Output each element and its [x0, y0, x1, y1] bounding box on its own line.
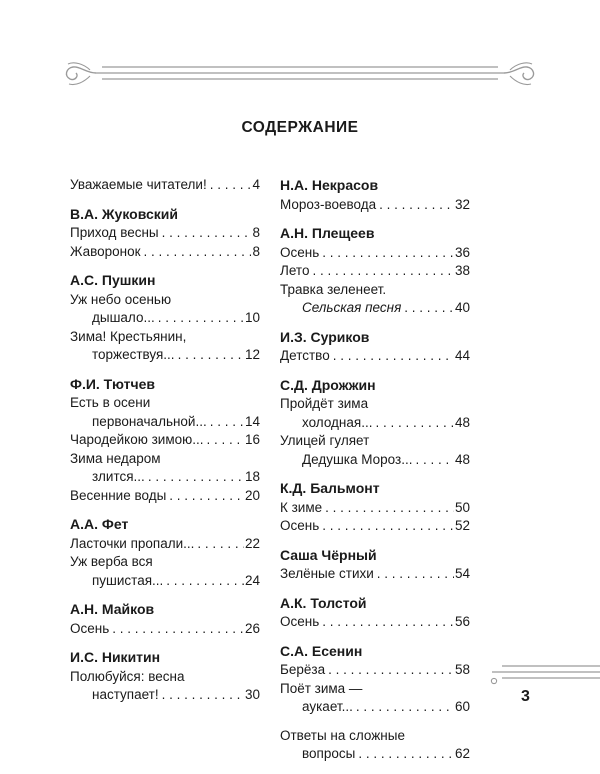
toc-entry-page: 24 — [244, 572, 260, 588]
toc-entry-title: первоначальной... — [92, 413, 207, 429]
toc-entry-row — [70, 487, 260, 506]
toc-leader-dots — [207, 431, 244, 450]
toc-entry[interactable] — [280, 432, 470, 469]
author-section — [280, 224, 470, 318]
page-number: 3 — [521, 688, 530, 705]
author-section — [280, 642, 470, 717]
toc-entry-title-line: Ответы на сложные — [280, 727, 405, 743]
toc-entry-title: Детство — [280, 348, 330, 363]
author-section — [70, 515, 260, 590]
toc-entry-row — [280, 451, 470, 470]
toc-entry-row — [70, 243, 260, 262]
toc-entry-page: 16 — [244, 432, 260, 447]
author-section — [70, 375, 260, 506]
toc-leader-dots — [178, 346, 244, 365]
toc-entry-page: 20 — [244, 487, 260, 503]
toc-entry-page: 8 — [252, 225, 260, 240]
author-section — [70, 600, 260, 638]
toc-entry[interactable] — [280, 395, 470, 432]
toc-entry-page: 62 — [454, 746, 470, 761]
contents-left-column — [70, 176, 260, 715]
toc-entry-page: 58 — [454, 662, 470, 677]
toc-entry-page: 36 — [454, 244, 470, 260]
toc-entry-title-line: Зима недаром — [70, 450, 161, 466]
toc-entry-title: Уважаемые читатели! — [70, 177, 207, 192]
author-name: Саша Чёрный — [280, 546, 377, 563]
footer-ornament — [488, 660, 600, 690]
toc-entry-title-line: Улицей гуляет — [280, 433, 370, 448]
toc-entry[interactable] — [280, 680, 470, 717]
toc-entry-title: Осень — [280, 244, 320, 260]
toc-entry-row — [70, 620, 260, 639]
toc-entry-page: 40 — [454, 300, 470, 315]
toc-leader-dots — [416, 451, 454, 470]
toc-entry[interactable] — [70, 553, 260, 590]
toc-entry-title: дышало... — [92, 310, 155, 325]
toc-entry-title-line: Пройдёт зима — [280, 396, 369, 411]
toc-entry[interactable] — [70, 328, 260, 365]
toc-entry[interactable] — [280, 661, 470, 680]
toc-entry-title-line: Уж верба вся — [70, 554, 153, 569]
toc-entry-title-line: Есть в осени — [70, 395, 151, 410]
toc-entry-row — [70, 413, 260, 432]
toc-entry-title: Осень — [70, 620, 110, 636]
toc-leader-dots — [158, 309, 244, 328]
toc-entry-title: Лето — [280, 263, 310, 278]
toc-entry-row — [70, 468, 260, 487]
toc-entry-page: 56 — [454, 614, 470, 629]
toc-entry-row — [70, 431, 260, 450]
toc-entry[interactable] — [70, 291, 260, 328]
toc-leader-dots — [197, 535, 244, 554]
toc-entry-title-line: Зима! Крестьянин, — [70, 328, 187, 344]
toc-leader-dots — [377, 565, 454, 584]
toc-entry-title-line: Уж небо осенью — [70, 291, 172, 307]
toc-entry-page: 18 — [244, 469, 260, 484]
author-section — [280, 176, 470, 214]
toc-entry-title-line: Поёт зима — — [280, 680, 363, 696]
author-name: Н.А. Некрасов — [280, 177, 379, 193]
toc-entry-page: 10 — [244, 310, 260, 325]
toc-leader-dots — [312, 262, 454, 281]
toc-entry-row — [280, 347, 470, 366]
toc-entry[interactable] — [280, 262, 470, 281]
toc-leader-dots — [144, 243, 252, 262]
toc-entry[interactable] — [70, 487, 260, 506]
author-name: И.С. Никитин — [70, 649, 161, 665]
toc-entry-page: 4 — [252, 177, 260, 192]
author-section — [280, 328, 470, 366]
toc-entry-page: 8 — [252, 243, 260, 259]
author-name: А.К. Толстой — [280, 594, 367, 611]
top-ornament — [60, 58, 540, 92]
toc-entry-row — [280, 661, 470, 680]
toc-entry-row — [280, 517, 470, 536]
toc-entry-row — [280, 499, 470, 518]
author-name: А.А. Фет — [70, 516, 129, 532]
contents-right-column — [280, 176, 470, 774]
author-section — [280, 546, 470, 584]
toc-entry-row — [70, 309, 260, 328]
toc-entry-title: Ласточки пропали... — [70, 535, 195, 551]
toc-leader-dots — [328, 661, 454, 680]
toc-entry-page: 30 — [244, 687, 260, 702]
author-name: А.С. Пушкин — [70, 272, 156, 288]
toc-entry[interactable] — [280, 727, 470, 764]
toc-entry[interactable] — [280, 565, 470, 584]
toc-entry-title: аукает... — [302, 699, 353, 714]
author-name: В.А. Жуковский — [70, 205, 178, 222]
author-name: К.Д. Бальмонт — [280, 480, 380, 496]
toc-entry[interactable] — [70, 224, 260, 243]
toc-leader-dots — [333, 347, 454, 366]
toc-leader-dots — [325, 499, 454, 518]
toc-entry-page: 60 — [454, 699, 470, 714]
author-section — [280, 479, 470, 536]
toc-entry-row — [280, 196, 470, 215]
toc-entry-title: пушистая... — [92, 572, 164, 588]
toc-entry-title: вопросы — [302, 746, 356, 761]
author-name: С.Д. Дрожжин — [280, 376, 376, 393]
toc-entry-page: 38 — [454, 263, 470, 278]
toc-entry-page: 48 — [454, 451, 470, 467]
author-name: А.Н. Плещеев — [280, 225, 375, 241]
toc-entry[interactable] — [280, 517, 470, 536]
toc-entry-row — [70, 686, 260, 705]
author-section — [280, 594, 470, 632]
toc-entry-page: 26 — [244, 620, 260, 636]
toc-entry-title: Сельская песня — [302, 300, 402, 315]
toc-leader-dots — [358, 745, 454, 764]
toc-entry-title: торжествуя... — [92, 347, 175, 362]
toc-leader-dots — [322, 517, 454, 536]
toc-entry[interactable] — [70, 535, 260, 554]
author-name: А.Н. Майков — [70, 601, 155, 617]
toc-entry[interactable] — [280, 613, 470, 632]
toc-entry-page: 50 — [454, 499, 470, 515]
toc-entry-row — [280, 565, 470, 584]
toc-entry-title: Жаворонок — [70, 243, 141, 259]
toc-entry-title: Осень — [280, 518, 320, 533]
toc-entry[interactable] — [280, 196, 470, 215]
toc-entry-row — [280, 613, 470, 632]
toc-leader-dots — [162, 224, 252, 243]
toc-entry-title: Чародейкою зимою... — [70, 432, 204, 447]
toc-entry[interactable] — [70, 620, 260, 639]
toc-leader-dots — [379, 196, 454, 215]
author-name: И.З. Суриков — [280, 328, 370, 345]
toc-leader-dots — [404, 299, 454, 318]
toc-entry[interactable] — [280, 347, 470, 366]
author-name: Ф.И. Тютчев — [70, 375, 156, 392]
author-section — [70, 205, 260, 262]
toc-entry-row — [70, 572, 260, 591]
toc-entry-title: Дедушка Мороз... — [302, 451, 413, 467]
toc-entry[interactable] — [70, 431, 260, 450]
toc-entry-row — [70, 535, 260, 554]
toc-entry-page: 52 — [454, 518, 470, 533]
contents-heading: СОДЕРЖАНИЕ — [241, 119, 359, 136]
toc-entry-row — [280, 244, 470, 263]
toc-entry-title: Приход весны — [70, 225, 159, 240]
toc-entry[interactable] — [280, 281, 470, 318]
toc-entry-row — [280, 414, 470, 433]
toc-entry-title: Берёза — [280, 662, 326, 677]
toc-entry-row — [70, 346, 260, 365]
toc-entry-title: злится... — [92, 469, 145, 484]
toc-entry-intro[interactable] — [70, 176, 260, 195]
toc-entry-title: наступает! — [92, 687, 159, 702]
toc-entry-row — [280, 745, 470, 764]
author-section — [70, 271, 260, 365]
toc-leader-dots — [375, 414, 454, 433]
toc-entry-page: 54 — [454, 566, 470, 581]
toc-entry-row — [280, 299, 470, 318]
toc-entry[interactable] — [70, 450, 260, 487]
toc-entry-title-line: Полюбуйся: весна — [70, 668, 185, 684]
toc-leader-dots — [210, 413, 244, 432]
toc-entry-title: К зиме — [280, 499, 323, 515]
toc-entry-page: 22 — [244, 535, 260, 551]
toc-entry[interactable] — [70, 668, 260, 705]
toc-entry-title: холодная... — [302, 414, 373, 430]
toc-leader-dots — [162, 686, 244, 705]
toc-entry-title: Весенние воды — [70, 487, 167, 503]
toc-entry-title: Зелёные стихи — [280, 566, 374, 581]
toc-leader-dots — [210, 176, 252, 195]
author-section — [70, 648, 260, 705]
toc-leader-dots — [169, 487, 244, 506]
toc-entry-row — [70, 224, 260, 243]
toc-leader-dots — [112, 620, 244, 639]
toc-leader-dots — [322, 244, 454, 263]
toc-entry-page: 12 — [244, 347, 260, 362]
toc-entry-title: Мороз-воевода — [280, 196, 377, 212]
toc-entry[interactable] — [280, 244, 470, 263]
toc-leader-dots — [148, 468, 244, 487]
toc-leader-dots — [322, 613, 454, 632]
toc-entry[interactable] — [70, 394, 260, 431]
toc-entry-page: 44 — [454, 348, 470, 363]
author-name: С.А. Есенин — [280, 642, 363, 659]
toc-entry-row — [280, 698, 470, 717]
author-section — [280, 376, 470, 470]
author-section — [280, 727, 470, 764]
toc-leader-dots — [166, 572, 244, 591]
toc-entry-page: 48 — [454, 414, 470, 430]
toc-entry-row — [280, 262, 470, 281]
toc-entry[interactable] — [70, 243, 260, 262]
toc-leader-dots — [356, 698, 454, 717]
toc-entry-page: 32 — [454, 196, 470, 212]
toc-entry-title: Осень — [280, 614, 320, 629]
toc-entry[interactable] — [280, 499, 470, 518]
toc-entry-title-line: Травка зеленеет. — [280, 281, 387, 297]
toc-entry-page: 14 — [244, 413, 260, 429]
